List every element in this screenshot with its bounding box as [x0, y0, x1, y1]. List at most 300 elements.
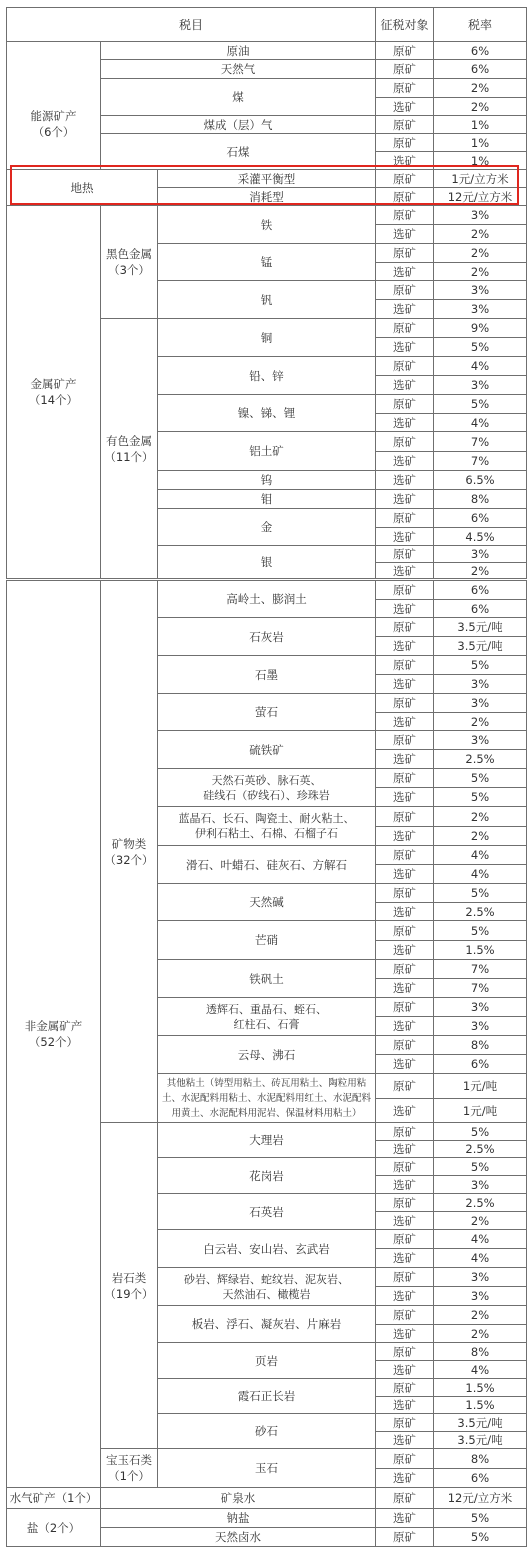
item-other_clay	[157, 1073, 376, 1123]
item-fluorite	[157, 693, 376, 731]
item-slate-text: 板岩、浮石、凝灰岩、片麻岩	[191, 1317, 342, 1331]
header-object-cell	[375, 7, 434, 42]
object-selected-natural_soda-text: 选矿	[393, 904, 416, 919]
rate-manganese-raw	[433, 243, 527, 263]
rate-granite-selected-text: 3%	[470, 1177, 490, 1192]
rate-kyanite-raw	[433, 806, 527, 827]
rate-natural_soda-raw-text: 5%	[470, 886, 490, 900]
object-raw-tremolite	[375, 997, 434, 1017]
item-alunite-text: 铁矾土	[249, 971, 284, 986]
object-raw-granite	[375, 1157, 434, 1176]
object-selected-sodium_salt-text: 选矿	[393, 1511, 416, 1525]
rate-gravel-raw	[433, 1413, 527, 1432]
rate-gold-raw	[433, 508, 527, 528]
object-raw-pyrite	[375, 730, 434, 750]
rate-fluorite-selected	[433, 712, 527, 731]
object-selected-vanadium-text: 选矿	[393, 302, 416, 316]
item-silver-text: 银	[260, 555, 273, 569]
item-nepheline	[157, 1378, 376, 1414]
item-kaolin-text: 高岭土、膨润土	[226, 592, 307, 606]
object-selected-tremolite-text: 选矿	[393, 1019, 416, 1033]
object-selected-granite-text: 选矿	[393, 1177, 416, 1192]
object-raw-natural_soda-text: 原矿	[393, 886, 416, 900]
item-coal-text: 煤	[232, 90, 244, 104]
rate-natural_soda-raw	[433, 883, 527, 903]
item-mineral_water	[100, 1487, 376, 1509]
rate-manganese-raw-text: 2%	[470, 246, 490, 260]
rate-kyanite-selected	[433, 826, 527, 846]
rate-sandstone-raw-text: 3%	[470, 1270, 490, 1284]
rate-kaolin-selected	[433, 599, 527, 618]
item-natural_gas	[100, 59, 376, 79]
object-selected-shale-text: 选矿	[393, 1362, 416, 1377]
section-divider	[6, 580, 526, 581]
item-kyanite-text: 蓝晶石、长石、陶瓷土、耐火粘土、 伊利石粘土、石棉、石榴子石	[178, 812, 355, 840]
item-mica-text: 云母、沸石	[237, 1047, 296, 1062]
object-raw-coal	[375, 78, 434, 98]
rate-stone_coal-selected-text: 1%	[470, 153, 490, 168]
rate-gravel-selected-text: 3.5元/吨	[457, 1433, 503, 1447]
rate-mirabilite-raw-text: 5%	[470, 923, 490, 938]
object-selected-other_clay	[375, 1098, 434, 1123]
object-raw-jade	[375, 1448, 434, 1469]
rate-slate-raw	[433, 1305, 527, 1325]
rate-limestone-selected	[433, 636, 527, 656]
object-raw-kaolin	[375, 580, 434, 600]
item-geo_balance-text: 采灌平衡型	[237, 171, 296, 186]
object-selected-tremolite	[375, 1016, 434, 1036]
rate-stone_coal-raw	[433, 133, 527, 152]
item-marble-text: 大理岩	[249, 1133, 284, 1147]
category-salt	[6, 1508, 101, 1547]
item-geo_balance	[157, 169, 376, 188]
object-selected-sandstone	[375, 1286, 434, 1306]
rate-kyanite-selected-text: 2%	[470, 829, 490, 843]
object-raw-cbm-text: 原矿	[393, 117, 416, 132]
rate-natural_gas-text: 6%	[470, 62, 490, 76]
object-raw-limestone	[375, 617, 434, 637]
item-sodium_salt-text: 钠盐	[226, 1511, 250, 1525]
object-selected-lead_zinc	[375, 375, 434, 395]
rate-granite-selected	[433, 1175, 527, 1194]
rate-quartzite-raw	[433, 1193, 527, 1212]
item-quartzite	[157, 1193, 376, 1230]
item-brine-text: 天然卤水	[215, 1530, 261, 1544]
rate-kyanite-raw-text: 2%	[470, 809, 490, 824]
rate-crude_oil	[433, 41, 527, 60]
rate-graphite-selected-text: 3%	[470, 677, 490, 691]
object-raw-nepheline	[375, 1378, 434, 1397]
item-crude_oil-text: 原油	[226, 43, 250, 58]
item-tungsten	[157, 470, 376, 490]
rate-tremolite-selected	[433, 1016, 527, 1036]
rate-copper-selected-text: 5%	[470, 340, 490, 354]
object-raw-lead_zinc-text: 原矿	[393, 359, 416, 373]
item-gold-text: 金	[260, 520, 273, 534]
rate-alunite-raw-text: 7%	[470, 962, 490, 976]
object-raw-alunite-text: 原矿	[393, 962, 416, 976]
object-selected-bauxite	[375, 451, 434, 471]
header-item-cell-text: 税目	[178, 17, 203, 32]
item-gold	[157, 508, 376, 546]
item-quartz_sand-text: 天然石英砂、脉石英、 硅线石（矽线石）、珍珠岩	[203, 773, 330, 802]
rate-nepheline-raw-text: 1.5%	[465, 1380, 495, 1395]
object-selected-kyanite-text: 选矿	[393, 829, 416, 843]
object-raw-bauxite-text: 原矿	[393, 434, 416, 449]
object-raw-silver	[375, 545, 434, 563]
rate-manganese-selected	[433, 262, 527, 281]
item-shale-text: 页岩	[255, 1353, 278, 1368]
object-raw-lead_zinc	[375, 356, 434, 376]
rate-alunite-selected-text: 7%	[470, 981, 490, 995]
rate-dolomite-raw-text: 4%	[470, 1232, 490, 1246]
object-selected-quartzite-text: 选矿	[393, 1213, 416, 1228]
rate-nepheline-raw	[433, 1378, 527, 1397]
rate-talc-selected	[433, 864, 527, 884]
rate-limestone-raw	[433, 617, 527, 637]
rate-nepheline-selected-text: 1.5%	[465, 1398, 495, 1412]
subcategory-rock	[100, 1122, 158, 1449]
rate-nickel-raw	[433, 394, 527, 414]
rate-brine	[433, 1527, 527, 1547]
rate-jade-selected	[433, 1468, 527, 1488]
object-raw-natural_soda	[375, 883, 434, 903]
rate-mica-raw-text: 8%	[470, 1038, 490, 1052]
rate-graphite-raw-text: 5%	[470, 658, 490, 672]
rate-brine-text: 5%	[470, 1530, 490, 1544]
header-object-cell-text: 征税对象	[380, 17, 429, 32]
rate-silver-selected-text: 2%	[470, 563, 490, 578]
item-talc	[157, 845, 376, 884]
item-mirabilite-text: 芒硝	[255, 933, 278, 947]
rate-sandstone-selected	[433, 1286, 527, 1306]
rate-dolomite-selected	[433, 1248, 527, 1268]
object-selected-gold	[375, 527, 434, 546]
header-rate-cell-text: 税率	[467, 17, 492, 32]
rate-quartz_sand-raw-text: 5%	[470, 771, 490, 785]
object-selected-quartz_sand	[375, 787, 434, 807]
object-selected-coal-text: 选矿	[393, 99, 416, 114]
object-selected-fluorite-text: 选矿	[393, 714, 416, 729]
object-selected-limestone	[375, 636, 434, 656]
item-limestone-text: 石灰岩	[249, 629, 284, 644]
item-quartz_sand	[157, 768, 376, 807]
object-raw-bauxite	[375, 431, 434, 452]
item-gravel-text: 砂石	[255, 1424, 278, 1438]
object-selected-gravel-text: 选矿	[393, 1433, 416, 1447]
object-raw-other_clay	[375, 1073, 434, 1099]
item-manganese	[157, 243, 376, 281]
item-slate	[157, 1305, 376, 1343]
object-selected-limestone-text: 选矿	[393, 639, 416, 653]
item-jade-text: 玉石	[255, 1461, 278, 1475]
item-granite	[157, 1157, 376, 1194]
rate-quartz_sand-selected	[433, 787, 527, 807]
object-selected-jade-text: 选矿	[393, 1471, 416, 1485]
object-selected-fluorite	[375, 712, 434, 731]
object-selected-manganese-text: 选矿	[393, 264, 416, 279]
item-marble	[157, 1122, 376, 1158]
object-raw-gravel	[375, 1413, 434, 1432]
rate-pyrite-raw-text: 3%	[470, 733, 490, 747]
rate-vanadium-selected	[433, 299, 527, 319]
rate-lead_zinc-raw	[433, 356, 527, 376]
object-raw-copper	[375, 318, 434, 338]
subcategory-nonferrous	[100, 318, 158, 579]
object-raw-mirabilite	[375, 920, 434, 941]
object-raw-dolomite-text: 原矿	[393, 1232, 416, 1246]
rate-mineral_water	[433, 1487, 527, 1509]
object-selected-copper-text: 选矿	[393, 340, 416, 354]
rate-vanadium-raw-text: 3%	[470, 283, 490, 297]
object-raw-mica	[375, 1035, 434, 1055]
rate-shale-selected	[433, 1360, 527, 1379]
item-molybdenum	[157, 489, 376, 509]
rate-manganese-selected-text: 2%	[470, 264, 490, 279]
object-selected-slate	[375, 1324, 434, 1343]
rate-crude_oil-text: 6%	[470, 43, 490, 58]
rate-stone_coal-selected	[433, 151, 527, 170]
item-limestone	[157, 617, 376, 656]
object-selected-bauxite-text: 选矿	[393, 454, 416, 468]
object-raw-quartzite	[375, 1193, 434, 1212]
object-selected-mica	[375, 1054, 434, 1074]
object-selected-shale	[375, 1360, 434, 1379]
rate-bauxite-raw	[433, 431, 527, 452]
object-selected-marble	[375, 1140, 434, 1158]
object-selected-marble-text: 选矿	[393, 1142, 416, 1156]
rate-gold-selected-text: 4.5%	[465, 529, 495, 544]
rate-bauxite-raw-text: 7%	[470, 434, 490, 449]
header-rate-cell	[433, 7, 527, 42]
item-vanadium-text: 钒	[260, 292, 273, 307]
object-selected-silver	[375, 562, 434, 579]
item-lead_zinc-text: 铅、锌	[249, 368, 284, 383]
rate-dolomite-raw	[433, 1229, 527, 1249]
subcategory-geothermal	[6, 169, 158, 206]
rate-geo_consume	[433, 187, 527, 206]
category-water-text: 水气矿产（1个）	[9, 1491, 98, 1505]
rate-iron-selected-text: 2%	[470, 227, 490, 241]
rate-mirabilite-selected	[433, 940, 527, 960]
item-geo_consume-text: 消耗型	[249, 189, 284, 204]
object-selected-sodium_salt	[375, 1508, 434, 1528]
rate-quartz_sand-raw	[433, 768, 527, 788]
item-stone_coal-text: 石煤	[226, 144, 250, 159]
item-copper	[157, 318, 376, 357]
object-raw-mica-text: 原矿	[393, 1038, 416, 1052]
rate-molybdenum_sel	[433, 489, 527, 509]
rate-limestone-selected-text: 3.5元/吨	[457, 639, 503, 653]
subcategory-mineral	[100, 580, 158, 1123]
category-metal-text: 金属矿产 （14个）	[28, 377, 79, 407]
object-raw-natural_gas-text: 原矿	[393, 62, 416, 76]
rate-shale-raw	[433, 1342, 527, 1361]
object-selected-molybdenum-text: 选矿	[393, 492, 416, 506]
object-raw-gold-text: 原矿	[393, 511, 416, 525]
rate-tungsten_sel-text: 6.5%	[465, 473, 495, 487]
rate-mirabilite-selected-text: 1.5%	[465, 943, 495, 957]
rate-pyrite-raw	[433, 730, 527, 750]
object-selected-mica-text: 选矿	[393, 1057, 416, 1071]
object-selected-gold-text: 选矿	[393, 529, 416, 544]
rate-vanadium-selected-text: 3%	[470, 302, 490, 316]
object-selected-kyanite	[375, 826, 434, 846]
item-tungsten-text: 钨	[260, 473, 273, 487]
object-selected-other_clay-text: 选矿	[393, 1103, 416, 1118]
item-fluorite-text: 萤石	[255, 705, 278, 719]
item-kyanite	[157, 806, 376, 846]
object-selected-copper	[375, 337, 434, 357]
item-sandstone	[157, 1267, 376, 1306]
object-selected-granite	[375, 1175, 434, 1194]
object-raw-nickel-text: 原矿	[393, 397, 416, 411]
rate-silver-selected	[433, 562, 527, 579]
rate-shale-raw-text: 8%	[470, 1344, 490, 1359]
object-selected-mirabilite-text: 选矿	[393, 943, 416, 957]
object-raw-crude_oil	[375, 41, 434, 60]
rate-talc-selected-text: 4%	[470, 867, 490, 881]
rate-graphite-selected	[433, 674, 527, 694]
rate-tungsten_sel	[433, 470, 527, 490]
rate-marble-raw	[433, 1122, 527, 1141]
object-selected-kaolin-text: 选矿	[393, 601, 416, 616]
object-selected-graphite	[375, 674, 434, 694]
object-selected-silver-text: 选矿	[393, 563, 416, 578]
object-selected-talc	[375, 864, 434, 884]
rate-tremolite-raw-text: 3%	[470, 1000, 490, 1014]
object-raw-shale	[375, 1342, 434, 1361]
rate-coal-selected-text: 2%	[470, 99, 490, 114]
rate-marble-selected-text: 2.5%	[465, 1142, 495, 1156]
item-crude_oil	[100, 41, 376, 60]
object-selected-gravel	[375, 1431, 434, 1449]
rate-graphite-raw	[433, 655, 527, 675]
object-raw-vanadium-text: 原矿	[393, 283, 416, 297]
category-salt-text: 盐（2个）	[26, 1520, 81, 1535]
item-natural_soda	[157, 883, 376, 921]
object-raw-gold	[375, 508, 434, 528]
object-raw-stone_coal	[375, 133, 434, 152]
object-selected-coal	[375, 97, 434, 116]
object-raw-limestone-text: 原矿	[393, 620, 416, 634]
object-selected-jade	[375, 1468, 434, 1488]
object-selected-sandstone-text: 选矿	[393, 1289, 416, 1303]
object-raw-coal-text: 原矿	[393, 81, 416, 95]
rate-kaolin-raw	[433, 580, 527, 600]
object-selected-iron-text: 选矿	[393, 227, 416, 241]
rate-vanadium-raw	[433, 280, 527, 300]
object-raw-nepheline-text: 原矿	[393, 1380, 416, 1395]
rate-lead_zinc-selected	[433, 375, 527, 395]
rate-bauxite-selected-text: 7%	[470, 454, 490, 468]
subcategory-geothermal-text: 地热	[70, 180, 94, 195]
object-selected-dolomite	[375, 1248, 434, 1268]
rate-natural_soda-selected-text: 2.5%	[465, 904, 495, 919]
rate-quartzite-selected	[433, 1211, 527, 1230]
object-selected-pyrite-text: 选矿	[393, 752, 416, 766]
object-raw-sandstone	[375, 1267, 434, 1287]
object-selected-tungsten-text: 选矿	[393, 473, 416, 487]
object-raw-kaolin-text: 原矿	[393, 583, 416, 597]
object-selected-alunite-text: 选矿	[393, 981, 416, 995]
item-mineral_water-text: 矿泉水	[220, 1491, 256, 1505]
rate-limestone-raw-text: 3.5元/吨	[457, 620, 503, 634]
object-raw-silver-text: 原矿	[393, 547, 416, 561]
subcategory-gem	[100, 1448, 158, 1488]
rate-tremolite-raw	[433, 997, 527, 1017]
rate-lead_zinc-raw-text: 4%	[470, 359, 490, 373]
item-cbm	[100, 115, 376, 134]
object-selected-slate-text: 选矿	[393, 1326, 416, 1341]
rate-geo_balance	[433, 169, 527, 188]
item-jade	[157, 1448, 376, 1488]
rate-gold-selected	[433, 527, 527, 546]
object-raw-graphite	[375, 655, 434, 675]
rate-natural_gas	[433, 59, 527, 79]
item-graphite	[157, 655, 376, 694]
rate-iron-selected	[433, 224, 527, 244]
object-raw-geo_consume	[375, 187, 434, 206]
object-selected-manganese	[375, 262, 434, 281]
item-tremolite	[157, 997, 376, 1036]
object-selected-kaolin	[375, 599, 434, 618]
subcategory-ferrous-text: 黑色金属 （3个）	[106, 247, 152, 277]
item-manganese-text: 锰	[260, 255, 273, 269]
item-graphite-text: 石墨	[255, 667, 278, 682]
rate-granite-raw	[433, 1157, 527, 1176]
rate-coal-raw	[433, 78, 527, 98]
item-brine	[100, 1527, 376, 1547]
rate-iron-raw-text: 3%	[470, 208, 490, 222]
item-sodium_salt	[100, 1508, 376, 1528]
rate-natural_soda-selected	[433, 902, 527, 921]
object-raw-stone_coal-text: 原矿	[393, 135, 416, 150]
item-stone_coal	[100, 133, 376, 170]
object-raw-cbm	[375, 115, 434, 134]
item-pyrite	[157, 730, 376, 769]
rate-copper-raw-text: 9%	[470, 321, 490, 335]
item-natural_soda-text: 天然碱	[249, 895, 284, 909]
object-selected-nepheline-text: 选矿	[393, 1398, 416, 1412]
rate-iron-raw	[433, 205, 527, 225]
rate-nickel-raw-text: 5%	[470, 397, 490, 411]
object-raw-kyanite	[375, 806, 434, 827]
rate-nickel-selected-text: 4%	[470, 415, 490, 430]
rate-other_clay-selected-text: 1元/吨	[462, 1103, 498, 1118]
object-selected-iron	[375, 224, 434, 244]
object-raw-geo_balance-text: 原矿	[393, 171, 416, 186]
object-raw-manganese-text: 原矿	[393, 246, 416, 260]
rate-kaolin-raw-text: 6%	[470, 583, 490, 597]
rate-mirabilite-raw	[433, 920, 527, 941]
subcategory-nonferrous-text: 有色金属 （11个）	[104, 433, 154, 464]
object-raw-sandstone-text: 原矿	[393, 1270, 416, 1284]
rate-nepheline-selected	[433, 1396, 527, 1414]
object-raw-brine-text: 原矿	[393, 1530, 416, 1544]
rate-shale-selected-text: 4%	[470, 1362, 490, 1377]
object-selected-tungsten	[375, 470, 434, 490]
subcategory-rock-text: 岩石类 （19个）	[104, 1270, 154, 1301]
rate-mineral_water-text: 12元/立方米	[447, 1491, 513, 1505]
item-sandstone-text: 砂岩、辉绿岩、蛇纹岩、泥灰岩、 天然油石、橄榄岩	[184, 1272, 349, 1301]
object-raw-quartzite-text: 原矿	[393, 1195, 416, 1210]
object-raw-talc	[375, 845, 434, 865]
object-selected-nepheline	[375, 1396, 434, 1414]
rate-jade-selected-text: 6%	[470, 1471, 490, 1485]
item-tremolite-text: 透辉石、重晶石、蛭石、 红柱石、石膏	[206, 1002, 327, 1031]
rate-dolomite-selected-text: 4%	[470, 1251, 490, 1265]
